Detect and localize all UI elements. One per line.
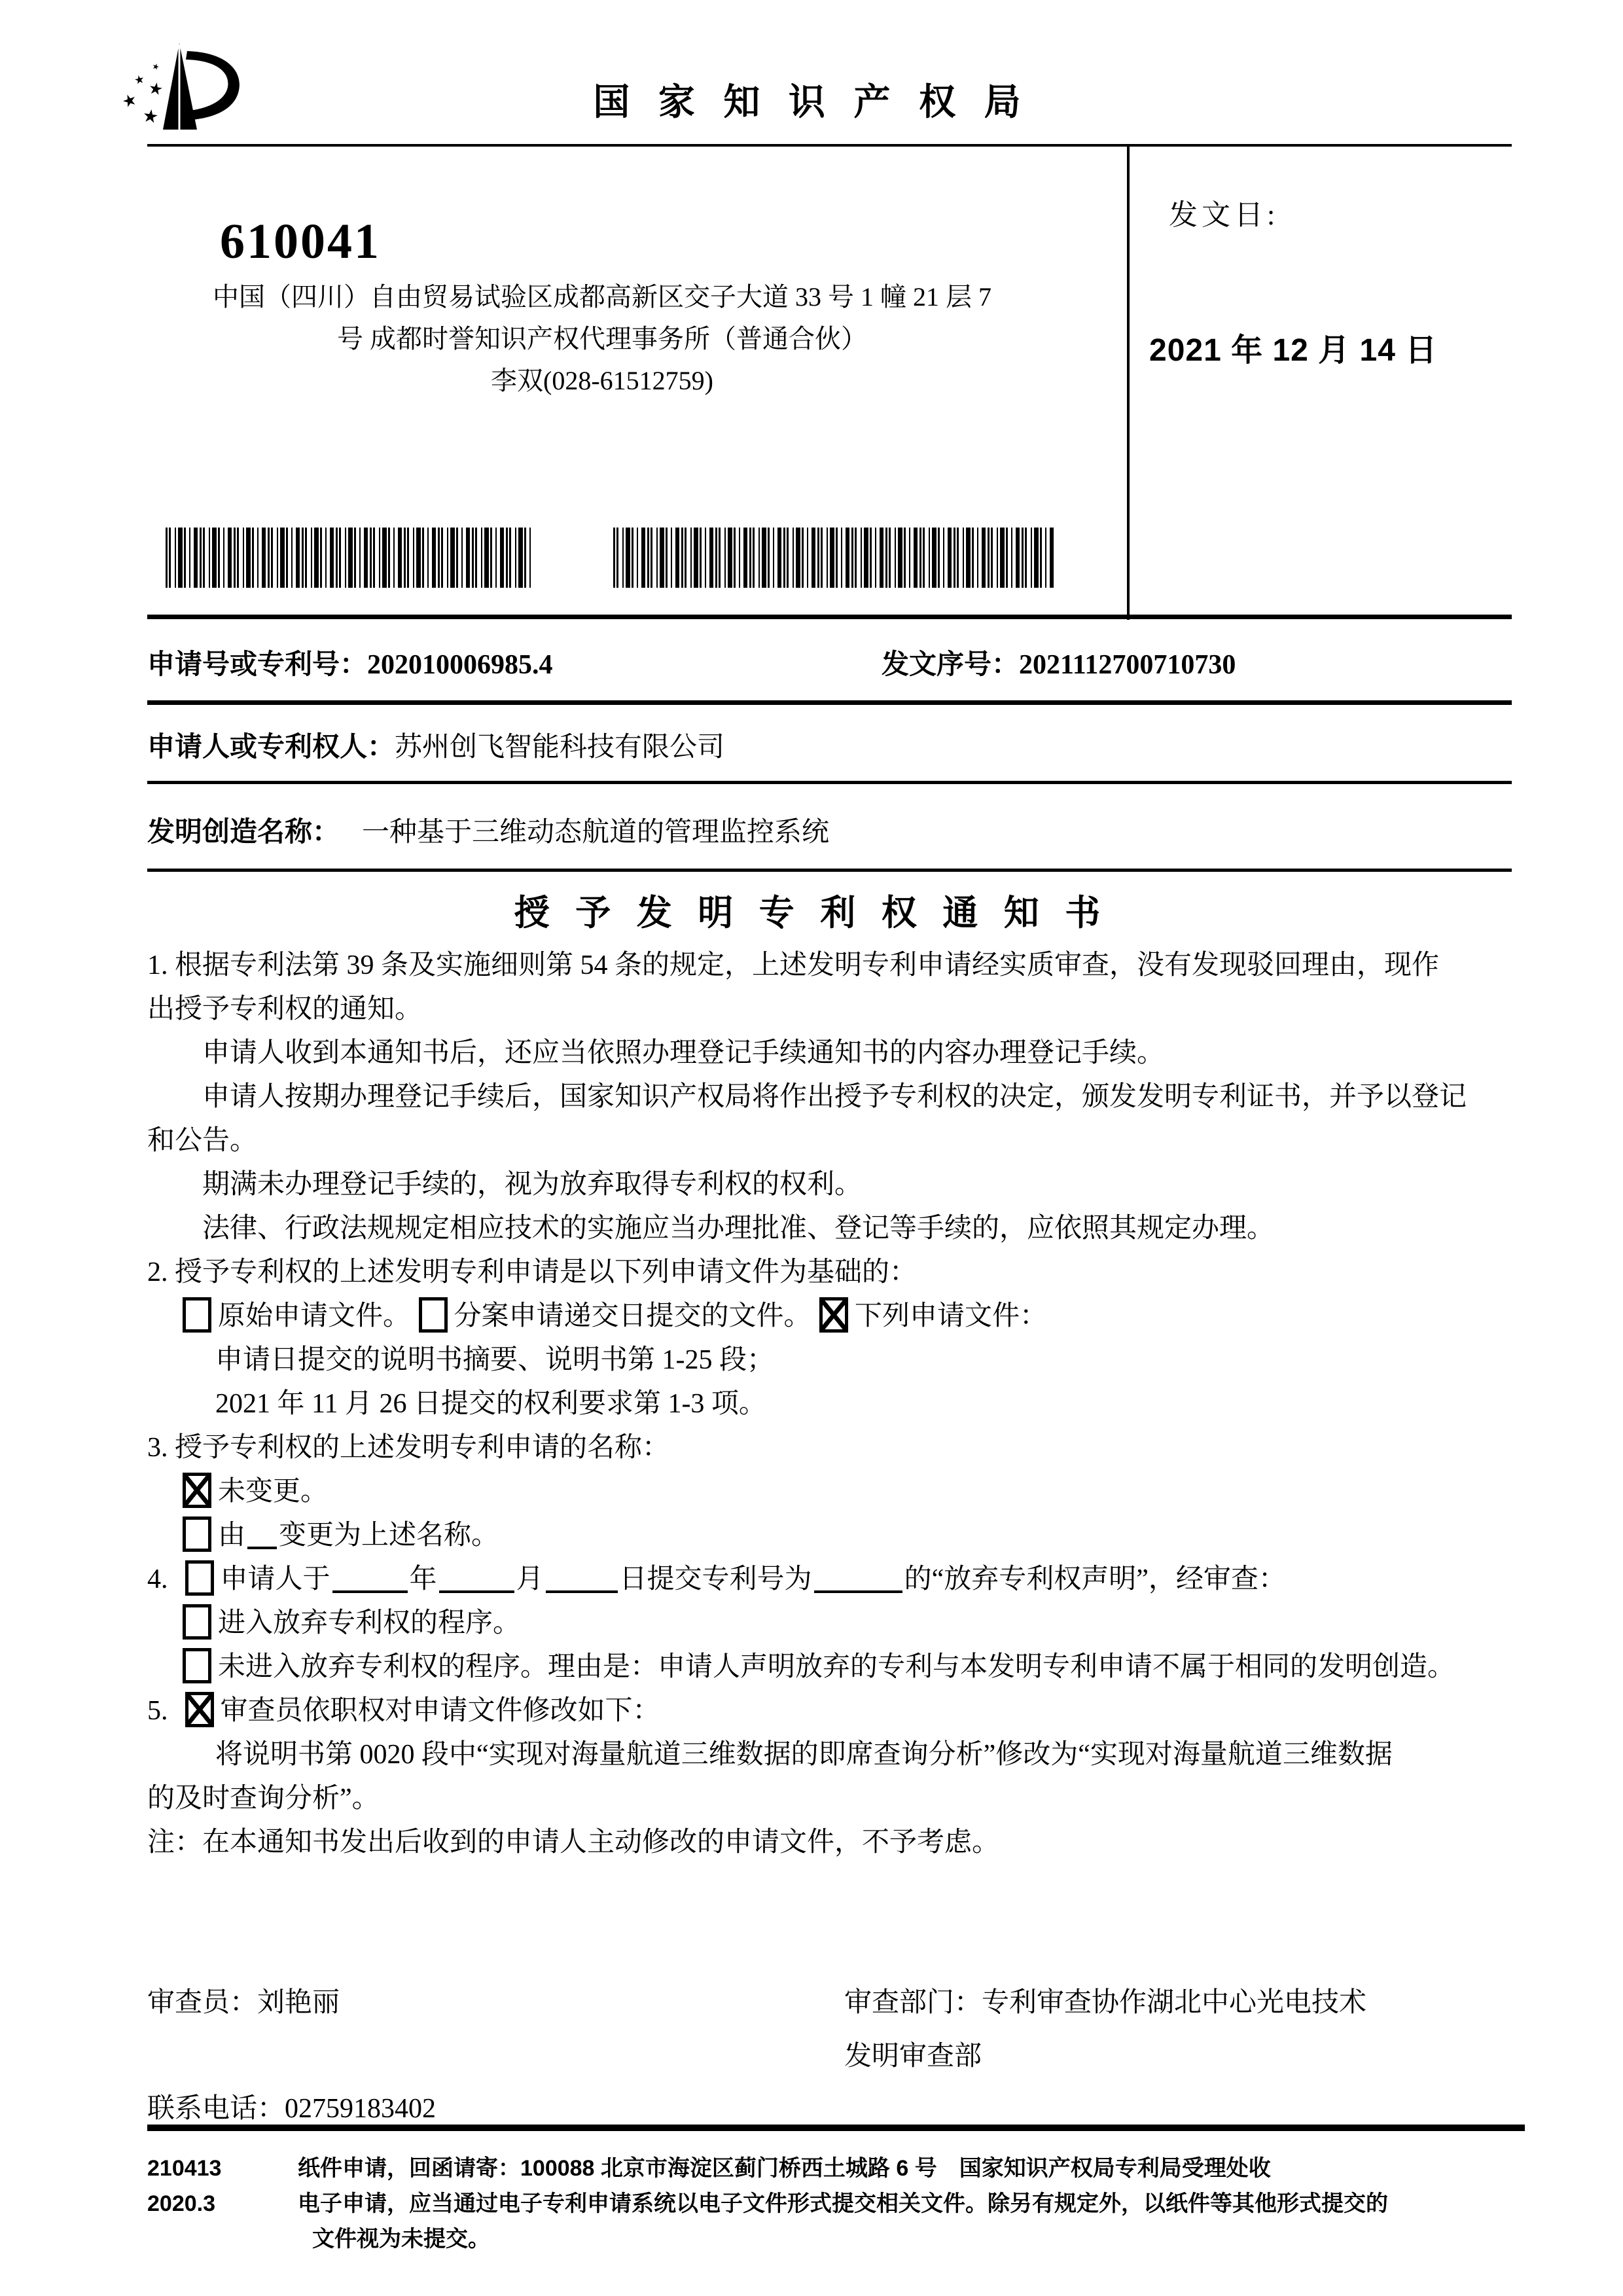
notice-line: 申请人收到本通知书后，还应当依照办理登记手续通知书的内容办理登记手续。 (202, 1038, 1165, 1068)
notice-line: 出授予专利权的通知。 (147, 994, 423, 1024)
option-label: 月 (516, 1564, 544, 1594)
postal-code: 610041 (220, 214, 381, 269)
department-row (844, 1981, 1366, 2020)
blank-year (332, 1566, 408, 1593)
option-label: 年 (409, 1564, 437, 1594)
notice-line: 申请日提交的说明书摘要、说明书第 1-25 段； (215, 1345, 774, 1375)
footer-line-1: 纸件申请，回函请寄：100088 北京市海淀区蓟门桥西土城路 6 号 国家知识产权局专利局受理处收 (298, 2156, 1271, 2181)
checkbox-title-unchanged (183, 1473, 211, 1508)
notice-line: 的及时查询分析”。 (147, 1784, 380, 1814)
examiner-name: 刘艳丽 (257, 1988, 340, 2018)
option-label: 下列申请文件： (855, 1301, 1048, 1331)
footer-divider (147, 2125, 1525, 2131)
blank-patent-no (814, 1566, 902, 1593)
option-label: 原始申请文件。 (218, 1301, 411, 1331)
barcode-serial-icon (613, 528, 1054, 588)
option-label: 申请人于 (220, 1564, 330, 1594)
barcode-application-icon (166, 528, 533, 588)
phone-row (147, 2087, 436, 2126)
department-label: 审查部门： (844, 1988, 982, 2018)
address-line-1: 中国（四川）自由贸易试验区成都高新区交子大道 33 号 1 幢 21 层 7 (213, 282, 991, 312)
checkbox-original-files (183, 1297, 211, 1333)
header-divider (147, 144, 1512, 147)
notice-line: 申请人按期办理登记手续后，国家知识产权局将作出授予专利权的决定，颁发发明专利证书，并予以登记 (202, 1082, 1467, 1112)
dispatch-date-label: 发文日: (1169, 199, 1279, 231)
blank-day (546, 1566, 618, 1593)
checkbox-abandon-declaration (185, 1560, 214, 1596)
department-row-2 (844, 2034, 982, 2073)
divider (147, 781, 1512, 784)
option-label: 审查员依职权对申请文件修改如下： (220, 1696, 660, 1726)
footer-form-codes (147, 2151, 221, 2221)
option-label: 分案申请递交日提交的文件。 (454, 1301, 812, 1331)
department-name: 专利审查协作湖北中心光电技术 (982, 1988, 1367, 2018)
notice-line-options (147, 1645, 1561, 1689)
recipient-address-block (160, 276, 1044, 402)
notice-line: 2. 授予专利权的上述发明专利申请是以下列申请文件为基础的： (147, 1257, 918, 1287)
agent-contact: 李双(028-61512759) (491, 366, 713, 395)
application-number-row (147, 643, 1525, 682)
notice-line-options (147, 1514, 1561, 1558)
notice-line: 3. 授予专利权的上述发明专利申请的名称： (147, 1433, 670, 1463)
phone-value: 02759183402 (285, 2094, 437, 2124)
option-label: 未变更。 (218, 1477, 329, 1507)
invention-title-row (147, 810, 1525, 850)
notice-line: 和公告。 (147, 1126, 258, 1156)
dispatch-serial-label: 发文序号： (882, 650, 1020, 680)
blank-month (439, 1566, 514, 1593)
checkbox-examiner-amendment (185, 1692, 214, 1727)
examiner-row (147, 1981, 340, 2020)
notice-line: 2021 年 11 月 26 日提交的权利要求第 1-3 项。 (215, 1389, 766, 1419)
dispatch-serial-value: 2021112700710730 (1019, 650, 1236, 680)
notice-line: 将说明书第 0020 段中“实现对海量航道三维数据的即席查询分析”修改为“实现对海量航道三维数据 (215, 1740, 1393, 1770)
divider (147, 700, 1512, 705)
checkbox-listed-files (819, 1297, 848, 1333)
dispatch-box-divider (1127, 144, 1130, 620)
applicant-value: 苏州创飞智能科技有限公司 (395, 732, 725, 762)
footer-instructions (298, 2151, 1561, 2257)
option-label: 日提交专利号为 (619, 1564, 812, 1594)
option-label: 变更为上述名称。 (279, 1520, 499, 1551)
notice-line-options (147, 1558, 1561, 1602)
notice-line-options (147, 1295, 1561, 1338)
department-name-2: 发明审查部 (844, 2041, 982, 2072)
option-label: 由 (218, 1520, 246, 1551)
notice-body (147, 944, 1561, 1865)
applicant-row (147, 725, 1525, 764)
footer-form-code: 2020.3 (147, 2191, 215, 2216)
phone-label: 联系电话： (147, 2094, 285, 2124)
footer-line-2: 电子申请，应当通过电子专利申请系统以电子文件形式提交相关文件。除另有规定外，以纸件等其他形式提交的 (298, 2191, 1388, 2216)
checkbox-enter-abandon (183, 1604, 211, 1640)
examiner-label: 审查员： (147, 1988, 258, 2018)
divider (147, 615, 1512, 619)
footer-line-3: 文件视为未提交。 (312, 2227, 490, 2251)
applicant-label: 申请人或专利权人： (147, 732, 395, 762)
address-line-2: 号 成都时誉知识产权代理事务所（普通合伙） (337, 324, 867, 353)
invention-title-value: 一种基于三维动态航道的管理监控系统 (362, 817, 830, 848)
notice-line-options (147, 1470, 1561, 1514)
notice-note: 注：在本通知书发出后收到的申请人主动修改的申请文件，不予考虑。 (147, 1827, 1000, 1857)
checkbox-not-enter-abandon (183, 1648, 211, 1683)
section-number: 5. (147, 1696, 168, 1726)
option-label: 未进入放弃专利权的程序。理由是：申请人声明放弃的专利与本发明专利申请不属于相同的发明创造。 (218, 1652, 1455, 1682)
checkbox-divisional-files (419, 1297, 448, 1333)
footer-form-code: 210413 (147, 2156, 222, 2181)
blank-old-title (247, 1522, 277, 1549)
notice-line-options (147, 1602, 1561, 1645)
agency-title: 国 家 知 识 产 权 局 (593, 81, 1030, 122)
application-number-label: 申请号或专利号： (147, 650, 368, 680)
notice-line: 法律、行政法规规定相应技术的实施应当办理批准、登记等手续的，应依照其规定办理。 (202, 1213, 1275, 1244)
invention-title-label: 发明创造名称： (147, 817, 340, 848)
notice-title: 授 予 发 明 专 利 权 通 知 书 (514, 893, 1109, 933)
divider (147, 869, 1512, 872)
application-number-value: 202010006985.4 (367, 650, 553, 680)
section-number: 4. (147, 1564, 168, 1594)
notice-line: 1. 根据专利法第 39 条及实施细则第 54 条的规定，上述发明专利申请经实质审查，没有发现驳回理由，现作 (147, 950, 1440, 980)
notice-line: 期满未办理登记手续的，视为放弃取得专利权的权利。 (202, 1170, 863, 1200)
dispatch-date-value: 2021 年 12 月 14 日 (1149, 333, 1438, 368)
option-label: 的“放弃专利权声明”，经审查： (904, 1564, 1286, 1594)
checkbox-title-changed (183, 1516, 211, 1552)
notice-line-options (147, 1689, 1561, 1733)
option-label: 进入放弃专利权的程序。 (218, 1608, 521, 1638)
